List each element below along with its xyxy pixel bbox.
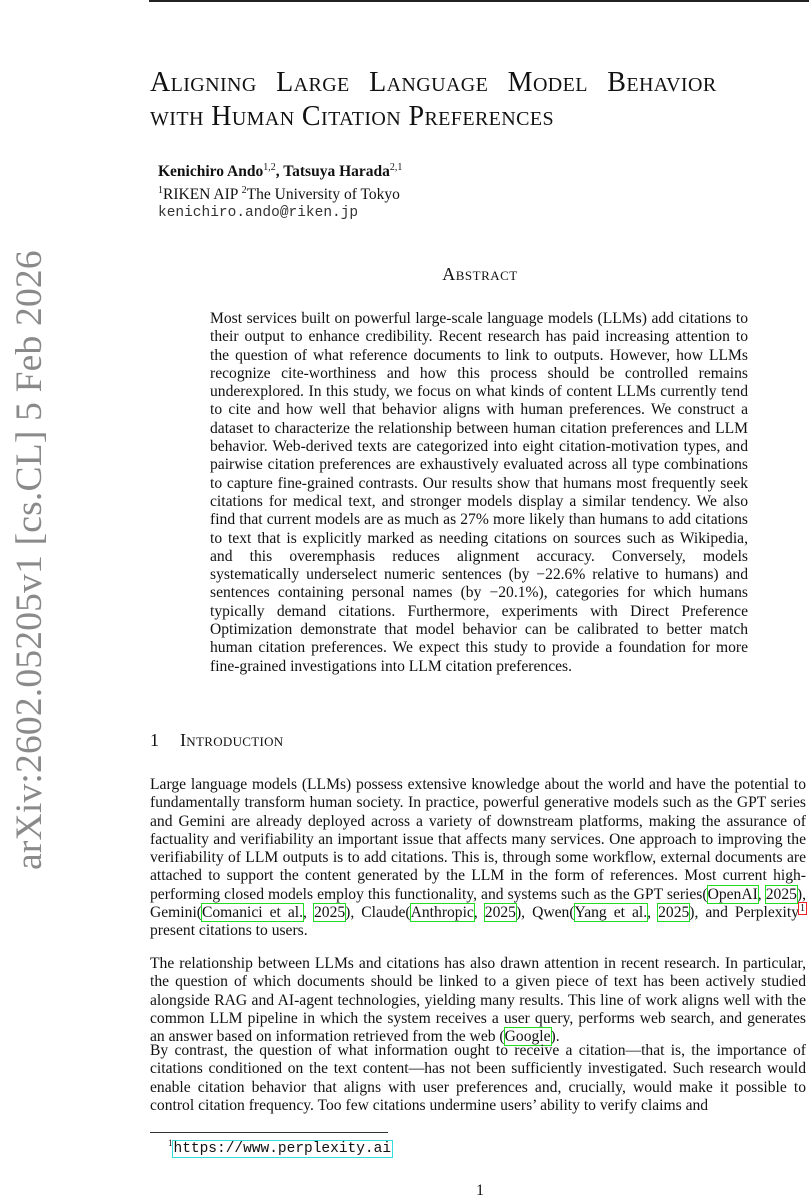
- citation-link-anthropic[interactable]: Anthropic: [410, 904, 474, 922]
- paragraph-text: present citations to users.: [150, 922, 308, 940]
- citation-link-openai-year[interactable]: 2025: [765, 885, 797, 903]
- citation-link-anthropic-year[interactable]: 2025: [484, 904, 516, 922]
- aff2-mark: 2: [241, 185, 247, 197]
- author-separator: ,: [275, 163, 284, 181]
- title-line-2: with Human Citation Preferences: [150, 101, 555, 132]
- affiliations: [158, 181, 402, 204]
- abstract-heading: Abstract: [442, 264, 518, 284]
- abstract-text: Most services built on powerful large-scale language models (LLMs) add citations to their output to enhance credibility. Recent research has paid increasing attention to the question of what reference documents to link to outputs. However, how LLMs recognize cite-worthiness and how this process should be controlled remains underexplored. In this study, we focus on what kinds of content LLMs currently tend to cite and how well that behavior aligns with human preferences. We construct a dataset to characterize the relationship between human citation preferences and LLM behavior. Web-derived texts are categorized into eight citation-motivation types, and pairwise citation preferences are exhaustively evaluated across all type combinations to capture fine-grained contrasts. Our results show that humans most frequently seek citations for medical text, and stronger models display a similar tendency. We also find that current models are as much as 27% more likely than humans to add citations to text that is explicitly marked as needing citations on sources such as Wikipedia, and this overemphasis reduces alignment accuracy. Conversely, models systematically underselect numeric sentences (by −22.6% relative to humans) and sentences containing personal names (by −20.1%), categories for which humans typically demand citations. Furthermore, experiments with Direct Preference Optimization demonstrate that model behavior can be calibrated to better match human citation preferences. We expect this study to provide a foundation for more fine-grained investigations into LLM citation preferences.: [210, 310, 748, 675]
- section-number: 1: [150, 730, 160, 750]
- paragraph-text: ), Qwen(: [515, 904, 575, 922]
- author-1: Kenichiro Ando: [158, 163, 264, 181]
- page-number: 1: [476, 1182, 484, 1199]
- citation-link-yang[interactable]: Yang et al.: [574, 904, 648, 922]
- footnote-1: [168, 1138, 392, 1157]
- section-title: Introduction: [180, 730, 284, 750]
- footnote-mark: 1: [168, 1138, 173, 1148]
- citation-link-comanici[interactable]: Comanici et al.: [201, 904, 304, 922]
- arxiv-stamp[interactable]: arXiv:2602.05205v1 [cs.CL] 5 Feb 2026: [9, 250, 50, 870]
- citation-link-openai[interactable]: OpenAI: [707, 885, 758, 903]
- author-email: kenichiro.ando@riken.jp: [158, 205, 359, 222]
- section-heading-introduction: [150, 730, 283, 751]
- author-1-affiliation: 1,2: [263, 162, 276, 173]
- paper-title: [150, 66, 809, 134]
- footnote-divider: [150, 1132, 388, 1133]
- title-line-1: Aligning Large Language Model Behavior: [150, 67, 717, 98]
- intro-paragraph-3: By contrast, the question of what information ought to receive a citation—that is, the importance of citations conditioned on the text content—has not been sufficiently investigated. Such research would enable citation behavior that aligns with user preferences and, crucially, would make it possible to control citation frequency. Too few citations undermine users’ ability to verify claims and: [150, 1042, 806, 1114]
- affiliation-2: The University of Tokyo: [246, 186, 400, 204]
- aff1-mark: 1: [158, 185, 163, 197]
- paragraph-text: ), Gemini(: [150, 885, 806, 922]
- paragraph-text: ), Claude(: [345, 904, 411, 922]
- top-rule: [149, 0, 809, 2]
- intro-paragraph-1: Large language models (LLMs) possess extensive knowledge about the world and have the potential to fundamentally transform human society. In practice, powerful generative models such as the GPT series and Gemini are already deployed across a variety of downstream platforms, making the assurance of factuality and verifiability an important issue that affects many services. One approach to improving the verifiability of LLM outputs is to add citations. This is, through some workflow, external documents are attached to support the content generated by the LLM in the form of references. Most current high-performing closed models employ this functionality, and systems such as the GPT series(OpenAI, 2025), Gemini(Comanici et al., 2025), Claude(Anthropic, 2025), Qwen(Yang et al., 2025), and Perplexity$^1$ present citations to users.: [150, 776, 806, 940]
- paragraph-text: Large language models (LLMs) possess extensive knowledge about the world and have the potential to fundamentally transform human society. In practice, powerful generative models such as the GPT series and Gemini are already deployed across a variety of downstream platforms, making the assurance of factuality and verifiability an important issue that affects many services. One approach to improving the verifiability of LLM outputs is to add citations. This is, through some workflow, external documents are attached to support the content generated by the LLM in the form of references. Most current high-performing closed models employ this functionality, and systems such as the GPT series(: [150, 776, 806, 903]
- footnote-ref-link[interactable]: 1: [800, 902, 806, 914]
- paragraph-text: ), and Perplexity: [689, 904, 800, 922]
- intro-paragraph-2: [150, 955, 806, 1046]
- author-2: Tatsuya Harada: [283, 163, 390, 181]
- author-block: [158, 158, 402, 223]
- affiliation-1: RIKEN AIP: [163, 186, 242, 204]
- paragraph-text: ).: [550, 1028, 560, 1046]
- paragraph-text: The relationship between LLMs and citations has also drawn attention in recent research. In particular, the question of which documents should be linked to a given piece of text has been actively studied alongside RAG and AI-agent technologies, yielding many results. This line of work aligns well with the common LLM pipeline in which the system receives a user query, performs web search, and generates an answer based on information retrieved from the web (: [150, 955, 806, 1046]
- author-2-affiliation: 2,1: [389, 162, 403, 173]
- citation-link-comanici-year[interactable]: 2025: [313, 904, 346, 922]
- citation-link-yang-year[interactable]: 2025: [658, 904, 690, 922]
- footnote-url-link[interactable]: https://www.perplexity.ai: [173, 1140, 392, 1157]
- author-names: [158, 158, 402, 181]
- citation-link-google[interactable]: Google: [504, 1028, 551, 1046]
